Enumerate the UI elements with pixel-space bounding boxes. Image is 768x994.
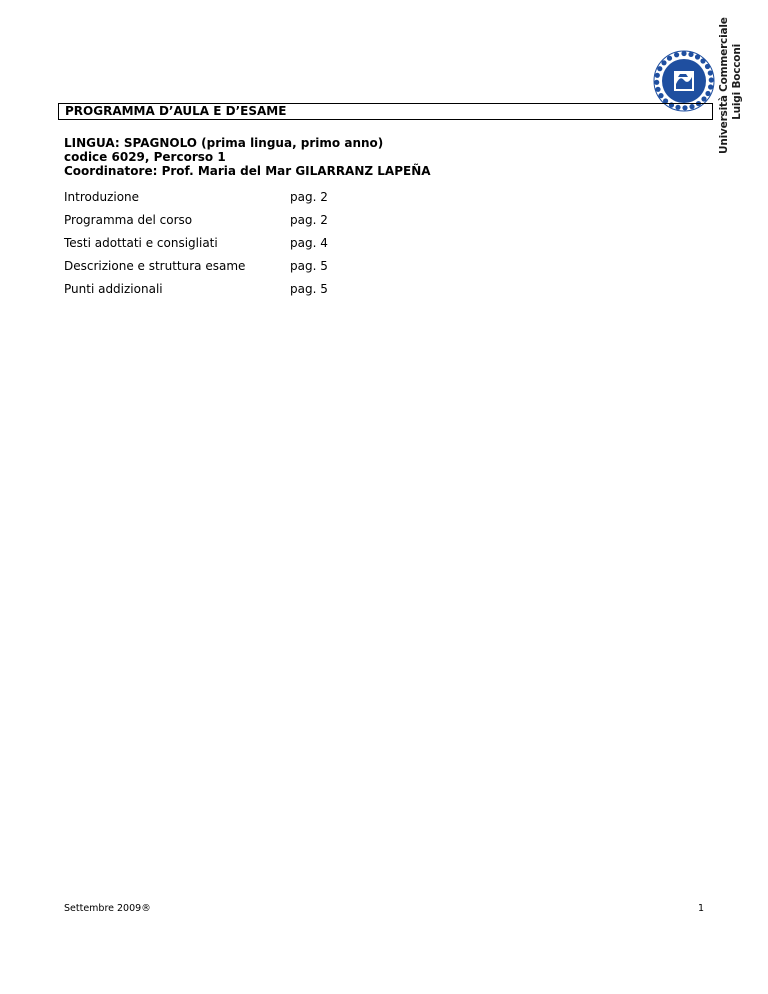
toc-title: Punti addizionali — [64, 282, 163, 296]
page-number: 1 — [698, 903, 705, 914]
toc-row — [64, 259, 564, 282]
toc-row — [64, 236, 564, 259]
toc-row — [64, 213, 564, 236]
toc-title: Testi adottati e consigliati — [64, 236, 218, 250]
toc-page: pag. 2 — [290, 190, 328, 204]
course-language: LINGUA: SPAGNOLO (prima lingua, primo anno) — [64, 136, 384, 150]
toc-title: Introduzione — [64, 190, 140, 204]
toc-row — [64, 282, 564, 305]
toc-page: pag. 2 — [290, 213, 328, 227]
toc-row — [64, 190, 564, 213]
logotype-line-2: Luigi Bocconi — [731, 44, 743, 120]
toc-page: pag. 4 — [290, 236, 328, 250]
title-box — [58, 103, 713, 120]
footer-date: Settembre 2009® — [64, 903, 151, 914]
course-code: codice 6029, Percorso 1 — [64, 150, 226, 164]
university-logotype — [718, 17, 754, 154]
toc-title: Programma del corso — [64, 213, 193, 227]
course-coordinator: Coordinatore: Prof. Maria del Mar GILARRANZ LAPEÑA — [64, 164, 431, 178]
course-info — [64, 136, 431, 178]
toc-page: pag. 5 — [290, 259, 328, 273]
toc-page: pag. 5 — [290, 282, 328, 296]
table-of-contents — [64, 190, 564, 305]
logotype-line-1: Università Commerciale — [718, 17, 730, 154]
toc-title: Descrizione e struttura esame — [64, 259, 246, 273]
page-title: PROGRAMMA D’AULA E D’ESAME — [65, 104, 287, 118]
